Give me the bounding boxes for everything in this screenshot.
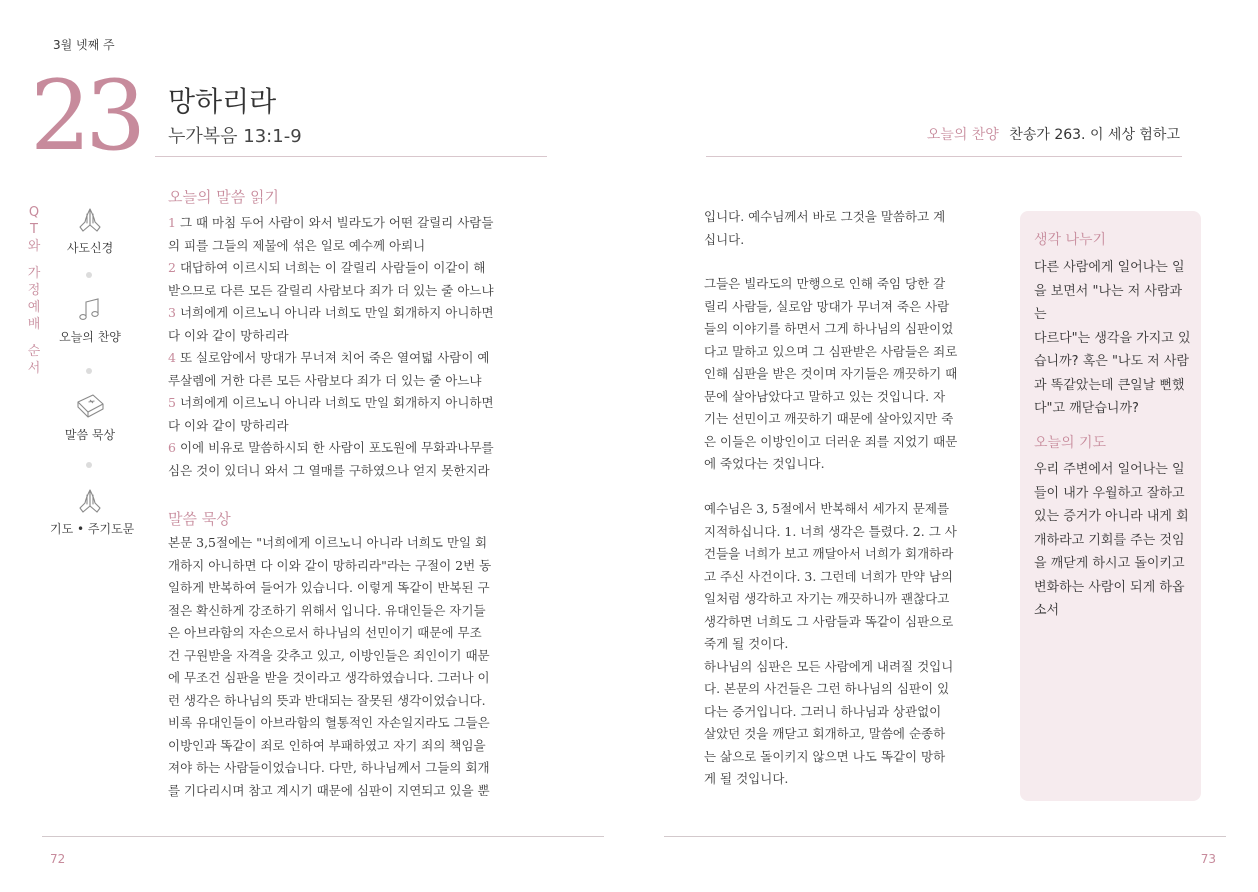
praise-song: 찬송가 263. 이 세상 험하고 [1009,127,1180,143]
header-divider-left [155,156,547,157]
meditation-line: 는 삶으로 돌이키지 않으면 나도 똑같이 망하 [704,748,946,764]
meditation-line: 고 주신 사건이다. 3. 그런데 너희가 만약 남의 [704,568,953,584]
sidebar-line: 우리 주변에서 일어나는 일 [1034,462,1185,477]
meditation-line: 릴리 사람들, 실로암 망대가 무너져 죽은 사람 [704,298,950,314]
meditation-line: 들의 이야기를 하면서 그게 하나님의 심판이었 [704,321,954,336]
meditation-line: 비록 유대인들이 아브라함의 혈통적인 자손일지라도 그들은 [168,715,490,730]
meditation-line: 죽게 될 것이다. [704,636,789,651]
meditation-paragraph [704,273,998,476]
verse-line [168,392,548,415]
nav-label: 오늘의 찬양 [59,330,121,344]
sidebar-line: 개하라고 기회를 주는 것임 [1034,532,1185,548]
sidebar-line: 있는 증거가 아니라 내게 회 [1034,509,1189,524]
sidebar-line: 을 깨닫게 하시고 돌이키고 [1034,556,1185,571]
verse-line [168,212,548,235]
sidebar-line: 습니까? 혹은 "나도 저 사람 [1034,354,1189,369]
praise-label: 오늘의 찬양 [926,127,999,143]
meditation-line: 은 아브라함의 자손으로서 하나님의 선민이기 때문에 무조 [168,625,482,640]
side-label-char: 와 [27,239,41,254]
nav-label: 말씀 묵상 [64,428,116,442]
meditation-line: 를 기다리시며 참고 계시기 때문에 심판이 지연되고 있을 뿐 [168,782,490,798]
praying-hands-icon [73,205,107,235]
side-label-qt-family-worship [26,204,42,377]
verse-text: 의 피를 그들의 제물에 섞은 일로 예수께 아뢰니 [168,237,426,253]
meditation-line: 일하게 반복하여 들어가 있습니다. 이렇게 똑같이 반복된 구 [168,580,490,595]
verse-line [168,370,548,393]
verse-number: 6 [168,440,176,455]
meditation-line: 에 죽었다는 것입니다. [704,456,825,471]
sidebar-line: 다르다"는 생각을 가지고 있 [1034,330,1191,346]
meditation-line: 이방인과 똑같이 죄로 인하여 부패하였고 자기 죄의 책임을 [168,737,486,753]
meditation-line: 하나님의 심판은 모든 사람에게 내려질 것입니 [704,658,954,674]
verse-line [168,235,548,258]
side-label-gap [26,333,42,343]
verse-number: 2 [168,260,176,275]
reading-heading: 오늘의 말씀 읽기 [168,188,279,206]
meditation-line: 본문 3,5절에는 "너희에게 이르노니 아니라 너희도 만일 회 [168,535,488,550]
verse-text: 다 이와 같이 망하리라 [168,327,289,343]
meditation-line: 기는 선민이고 깨끗하기 때문에 살아있지만 죽 [704,411,954,426]
side-label-char: 순 [27,344,41,359]
verse-line [168,257,548,280]
sidebar-line: 소서 [1034,603,1060,618]
meditation-line: 다고 말하고 있으며 그 심판받은 사람들은 죄로 [704,343,958,359]
nav-separator-dot [86,368,92,374]
page-number-left: 72 [50,852,66,866]
footer-divider-right [664,836,1226,837]
side-label-char: 배 [27,317,41,332]
verse-line [168,280,548,303]
meditation-line: 건들을 너희가 보고 깨달아서 너희가 회개하라 [704,546,954,561]
meditation-line: 문에 살아남았다고 말하고 있는 것입니다. 자 [704,388,946,404]
meditation-line: 인해 심판을 받은 것이며 자기들은 깨끗하기 때 [704,366,958,381]
verse-text: 대답하여 이르시되 너희는 이 갈릴리 사람들이 이같이 해 [179,260,486,275]
todays-prayer-text [1034,458,1194,623]
meditation-text [168,532,548,802]
verse-text: 그 때 마침 두어 사람이 와서 빌라도가 어떤 갈릴리 사람들 [179,215,494,230]
header-divider-right [706,156,1182,157]
meditation-line: 게 될 것입니다. [704,771,789,786]
share-thoughts-text [1034,256,1194,421]
side-label-char: Q [28,205,40,220]
verse-line [168,347,548,370]
meditation-heading: 말씀 묵상 [168,510,231,528]
verse-text: 다 이와 같이 망하리라 [168,417,289,433]
meditation-line: 건 구원받을 자격을 갖추고 있고, 이방인들은 죄인이기 때문 [168,647,490,663]
sidebar-line: 과 똑같았는데 큰일날 뻔했 [1034,377,1185,393]
side-label-char: 가 [27,266,41,281]
nav-todays-praise [50,296,130,345]
verse-line [168,437,548,460]
meditation-line: 십니다. [704,231,745,247]
verse-line [168,415,548,438]
day-number: 23 [30,60,141,172]
side-label-char: T [30,222,38,237]
page-number-right: 73 [1200,852,1216,866]
verse-text: 너희에게 이르노니 아니라 너희도 만일 회개하지 아니하면 [179,395,494,410]
bible-icon [73,390,107,422]
meditation-line: 예수님은 3, 5절에서 반복해서 세가지 문제를 [704,501,950,516]
side-label-char: 서 [27,361,41,376]
verse-line [168,302,548,325]
verse-text: 또 실로암에서 망대가 무너져 치어 죽은 열여덟 사람이 예 [179,350,490,365]
todays-prayer-heading: 오늘의 기도 [1034,435,1107,451]
nav-apostles-creed [50,205,130,256]
verse-text: 루살렘에 거한 다른 모든 사람보다 죄가 더 있는 줄 아느냐 [168,372,482,388]
sidebar-line: 을 보면서 "나는 저 사람과는 [1034,283,1183,322]
verse-line [168,460,548,483]
scripture-passage [168,212,548,482]
nav-label: 사도신경 [66,241,114,255]
meditation-paragraph [704,498,998,791]
sidebar-line: 다른 사람에게 일어나는 일 [1034,260,1185,275]
side-label-char: 예 [27,300,41,315]
meditation-line: 지적하십니다. 1. 너희 생각은 틀렸다. 2. 그 사 [704,523,957,539]
side-label-char: 정 [27,283,41,298]
nav-label: 기도 • 주기도문 [50,522,135,536]
meditation-line: 은 이들은 이방인이고 더러운 죄를 지었기 때문 [704,433,958,449]
music-note-icon [75,296,105,324]
nav-prayer-lords-prayer [50,486,135,537]
meditation-line: 절은 확신하게 강조하기 위해서 입니다. 유대인들은 자기들 [168,602,486,618]
meditation-line: 그들은 빌라도의 만행으로 인해 죽임 당한 갈 [704,276,946,291]
verse-text: 심은 것이 있더니 와서 그 열매를 구하였으나 얻지 못한지라 [168,462,490,478]
page-title: 망하리라 [168,85,277,118]
verse-text: 너희에게 이르노니 아니라 너희도 만일 회개하지 아니하면 [179,305,494,320]
nav-separator-dot [86,272,92,278]
scripture-reference: 누가복음 13:1-9 [168,126,302,147]
praying-hands-icon [73,486,107,516]
week-label: 3월 넷째 주 [53,38,115,52]
todays-praise [927,124,1180,144]
share-thoughts-heading: 생각 나누기 [1034,232,1107,248]
verse-number: 5 [168,395,176,410]
verse-text: 이에 비유로 말씀하시되 한 사람이 포도원에 무화과나무를 [179,440,494,455]
meditation-line: 다는 증거입니다. 그러니 하나님과 상관없이 [704,703,942,719]
verse-number: 4 [168,350,176,365]
meditation-line: 개하지 아니하면 다 이와 같이 망하리라"라는 구절이 2번 동 [168,557,492,573]
nav-separator-dot [86,462,92,468]
verse-line [168,325,548,348]
meditation-line: 다. 본문의 사건들은 그런 하나님의 심판이 있 [704,681,950,696]
verse-number: 3 [168,305,176,320]
verse-text: 받으므로 다른 모든 갈릴리 사람보다 죄가 더 있는 줄 아느냐 [168,282,494,298]
sidebar-line: 들이 내가 우월하고 잘하고 [1034,485,1185,501]
side-label-gap [26,255,42,265]
meditation-line: 입니다. 예수님께서 바로 그것을 말씀하고 계 [704,209,946,224]
sidebar-line: 다"고 깨닫습니까? [1034,401,1139,416]
meditation-line: 살았던 것을 깨닫고 회개하고, 말씀에 순종하 [704,726,946,741]
verse-number: 1 [168,215,176,230]
meditation-line: 져야 하는 사람들이었습니다. 다만, 하나님께서 그들의 회개 [168,760,490,775]
meditation-line: 일처럼 생각하고 자기는 깨끗하니까 괜찮다고 [704,591,950,606]
meditation-line: 에 무조건 심판을 받을 것이라고 생각하였습니다. 그러나 이 [168,670,490,685]
footer-divider-left [42,836,604,837]
nav-word-meditation [50,390,130,443]
meditation-line: 생각하면 너희도 그 사람들과 똑같이 심판으로 [704,613,954,629]
sidebar-line: 변화하는 사람이 되게 하옵 [1034,579,1185,595]
meditation-continued [704,206,998,251]
meditation-line: 런 생각은 하나님의 뜻과 반대되는 잘못된 생각이었습니다. [168,692,486,708]
